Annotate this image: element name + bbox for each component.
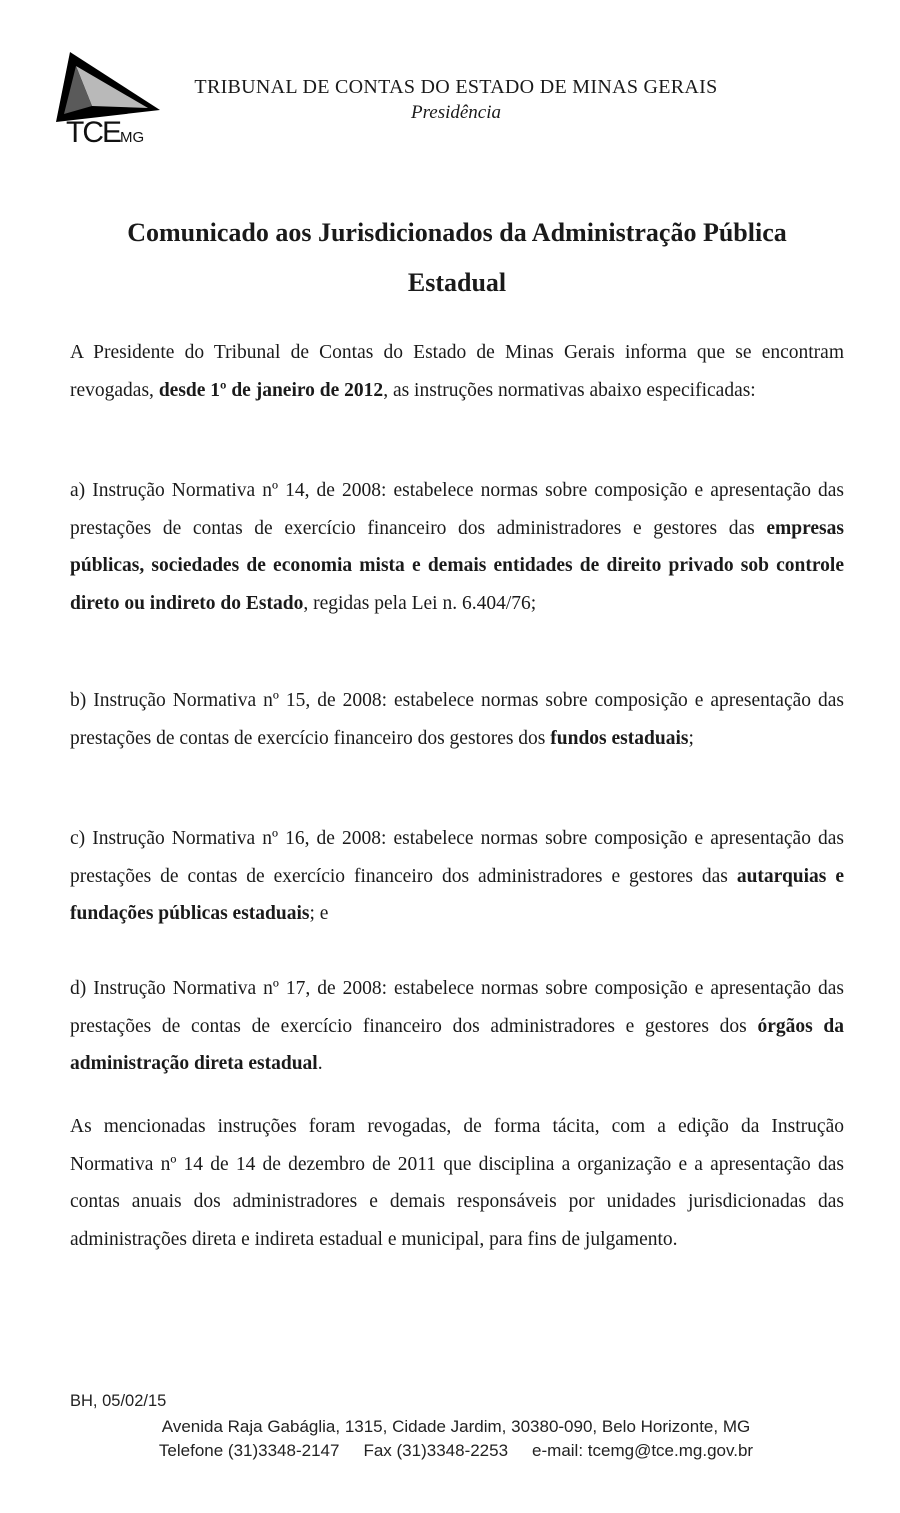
logo-text: TCEMG <box>66 116 145 149</box>
footer-contacts <box>0 1441 900 1461</box>
organization-name: TRIBUNAL DE CONTAS DO ESTADO DE MINAS GERAIS <box>194 76 718 98</box>
footer-email[interactable]: e-mail: tcemg@tce.mg.gov.br <box>532 1441 754 1460</box>
item-c-paragraph: c) Instrução Normativa nº 16, de 2008: estabelece normas sobre composição e apresentação das prestações de contas de exercício financeiro dos administradores e gestores das autarquias e fundações públicas estaduais; e <box>70 828 844 925</box>
item-a-paragraph: a) Instrução Normativa nº 14, de 2008: estabelece normas sobre composição e apresentação das prestações de contas de exercício financeiro dos administradores e gestores das empresas públicas, sociedades de economia mista e demais entidades de direito privado sob controle direto ou indireto do Estado, regidas pela Lei n. 6.404/76; <box>70 480 844 615</box>
title-line-2: Estadual <box>407 268 507 297</box>
footer-phone: Telefone (31)3348-2147 <box>158 1441 340 1460</box>
department-name: Presidência <box>410 102 502 123</box>
footer-address: Avenida Raja Gabáglia, 1315, Cidade Jardim, 30380-090, Belo Horizonte, MG <box>161 1417 751 1436</box>
item-b-paragraph: b) Instrução Normativa nº 15, de 2008: estabelece normas sobre composição e apresentação das prestações de contas de exercício financeiro dos gestores dos fundos estaduais; <box>70 690 844 749</box>
title-line-1: Comunicado aos Jurisdicionados da Administração Pública <box>127 218 787 247</box>
footer-fax: Fax (31)3348-2253 <box>363 1441 509 1460</box>
intro-paragraph: A Presidente do Tribunal de Contas do Estado de Minas Gerais informa que se encontram revogadas, desde 1º de janeiro de 2012, as instruções normativas abaixo especificadas: <box>70 342 844 401</box>
document-date: BH, 05/02/15 <box>70 1392 167 1410</box>
closing-paragraph: As mencionadas instruções foram revogadas, de forma tácita, com a edição da Instrução Normativa nº 14 de 14 de dezembro de 2011 que disciplina a organização e a apresentação das contas anuais dos administradores e demais responsáveis por unidades jurisdicionadas das administrações direta e indireta estadual e municipal, para fins de julgamento. <box>70 1116 844 1251</box>
item-d-paragraph: d) Instrução Normativa nº 17, de 2008: estabelece normas sobre composição e apresentação das prestações de contas de exercício financeiro dos administradores e gestores dos órgãos da administração direta estadual. <box>70 978 845 1075</box>
document-title <box>70 208 844 308</box>
